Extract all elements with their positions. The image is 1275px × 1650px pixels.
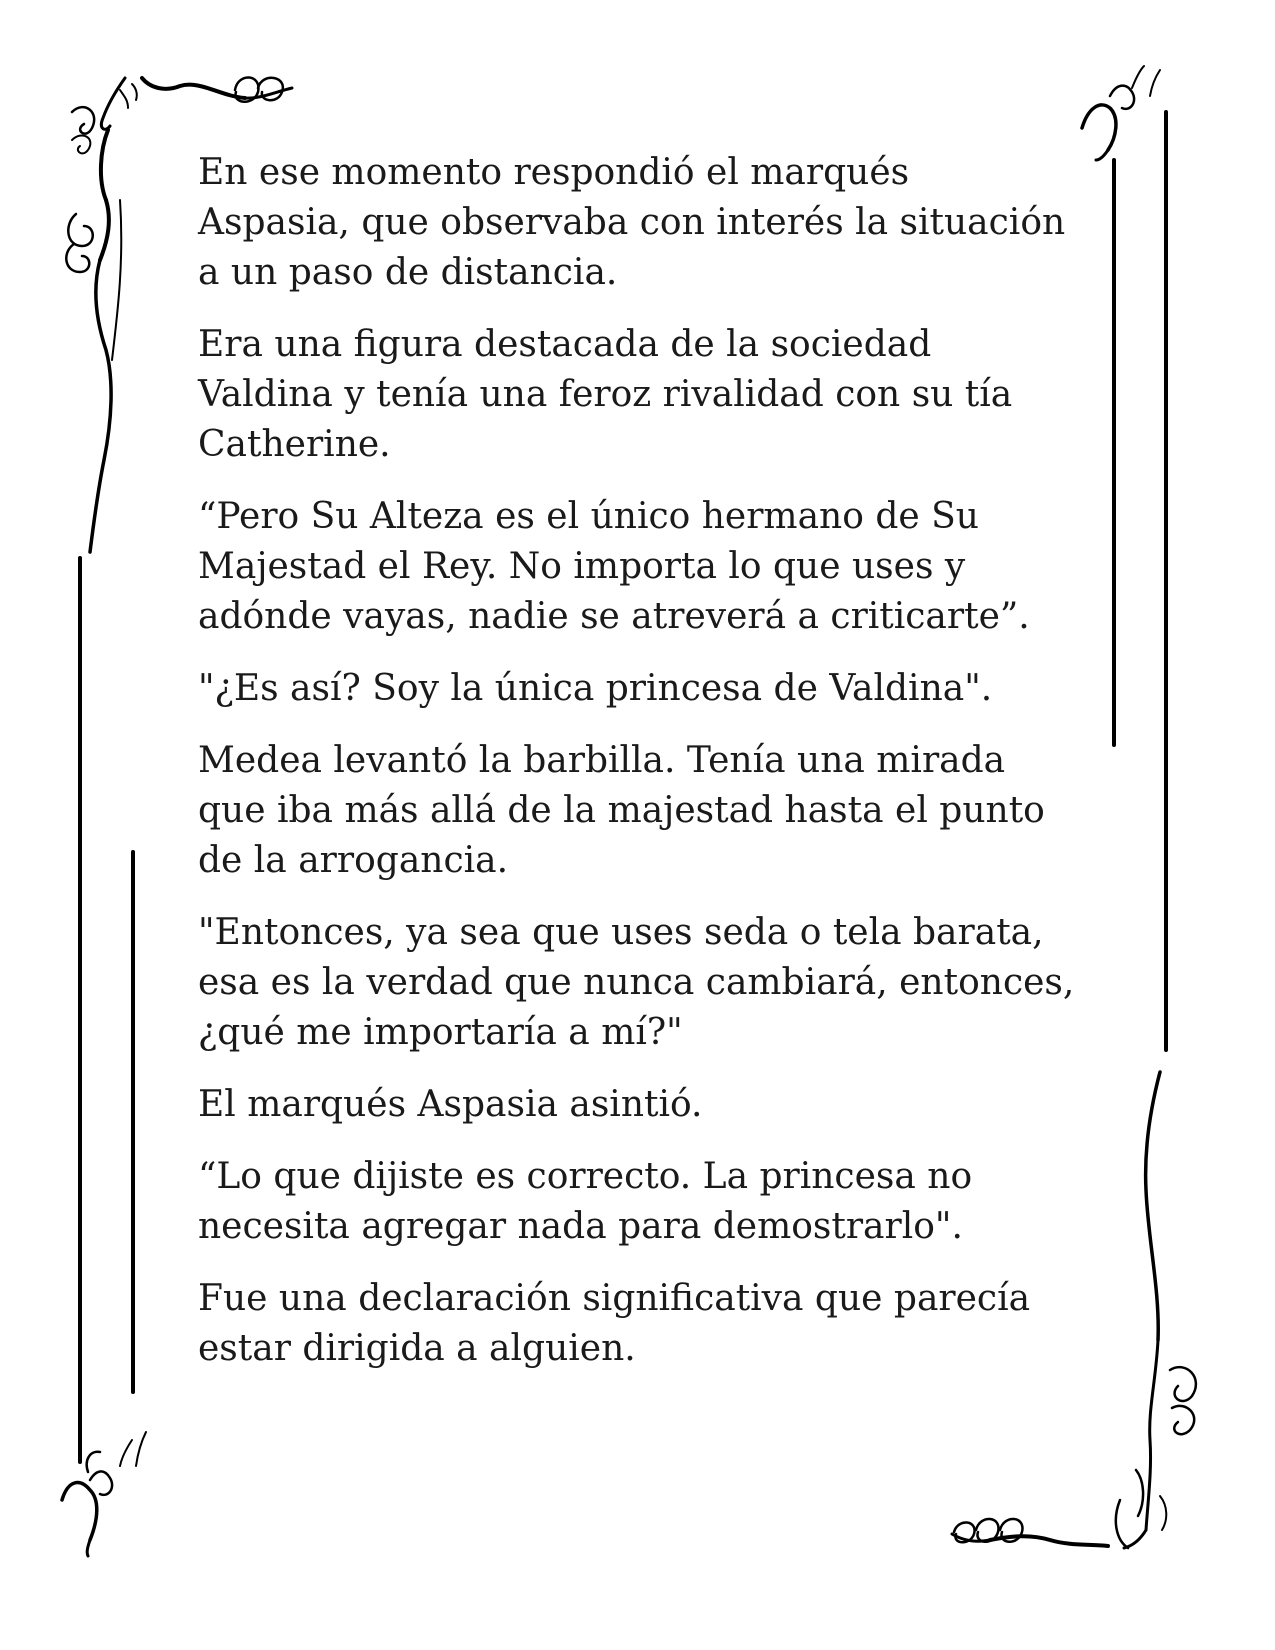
flourish-top-right-icon xyxy=(1082,66,1160,160)
text-line: esa es la verdad que nunca cambiará, entonces, xyxy=(198,962,1075,1003)
paragraph xyxy=(176,492,1096,642)
text-line: "¿Es así? Soy la única princesa de Valdina". xyxy=(198,668,993,709)
text-line: necesita agregar nada para demostrarlo". xyxy=(198,1206,963,1247)
body-text xyxy=(176,148,1096,1396)
text-line: de la arrogancia. xyxy=(198,840,509,881)
text-line: que iba más allá de la majestad hasta el punto xyxy=(198,790,1045,831)
text-line: En ese momento respondió el marqués xyxy=(198,152,910,193)
paragraph xyxy=(176,736,1096,886)
paragraph xyxy=(176,908,1096,1058)
text-line: "Entonces, ya sea que uses seda o tela barata, xyxy=(198,912,1044,953)
text-line: Era una figura destacada de la sociedad xyxy=(198,324,932,365)
paragraph xyxy=(176,1152,1096,1252)
text-line: “Lo que dijiste es correcto. La princesa no xyxy=(198,1156,973,1197)
text-line: Aspasia, que observaba con interés la situación xyxy=(198,202,1066,243)
text-line: ¿qué me importaría a mí?" xyxy=(198,1012,683,1053)
flourish-bottom-left-icon xyxy=(62,1432,146,1556)
text-line: Majestad el Rey. No importa lo que uses y xyxy=(198,546,966,587)
text-line: adónde vayas, nadie se atreverá a criticarte”. xyxy=(198,596,1030,637)
paragraph xyxy=(176,1080,1096,1130)
paragraph xyxy=(176,1274,1096,1374)
paragraph xyxy=(176,664,1096,714)
text-line: Catherine. xyxy=(198,424,391,465)
text-line: El marqués Aspasia asintió. xyxy=(198,1084,703,1125)
text-line: “Pero Su Alteza es el único hermano de Su xyxy=(198,496,979,537)
text-line: Fue una declaración significativa que parecía xyxy=(198,1278,1031,1319)
paragraph xyxy=(176,148,1096,298)
text-line: estar dirigida a alguien. xyxy=(198,1328,636,1369)
text-line: a un paso de distancia. xyxy=(198,252,618,293)
paragraph xyxy=(176,320,1096,470)
text-line: Valdina y tenía una feroz rivalidad con su tía xyxy=(198,374,1013,415)
text-line: Medea levantó la barbilla. Tenía una mirada xyxy=(198,740,1006,781)
